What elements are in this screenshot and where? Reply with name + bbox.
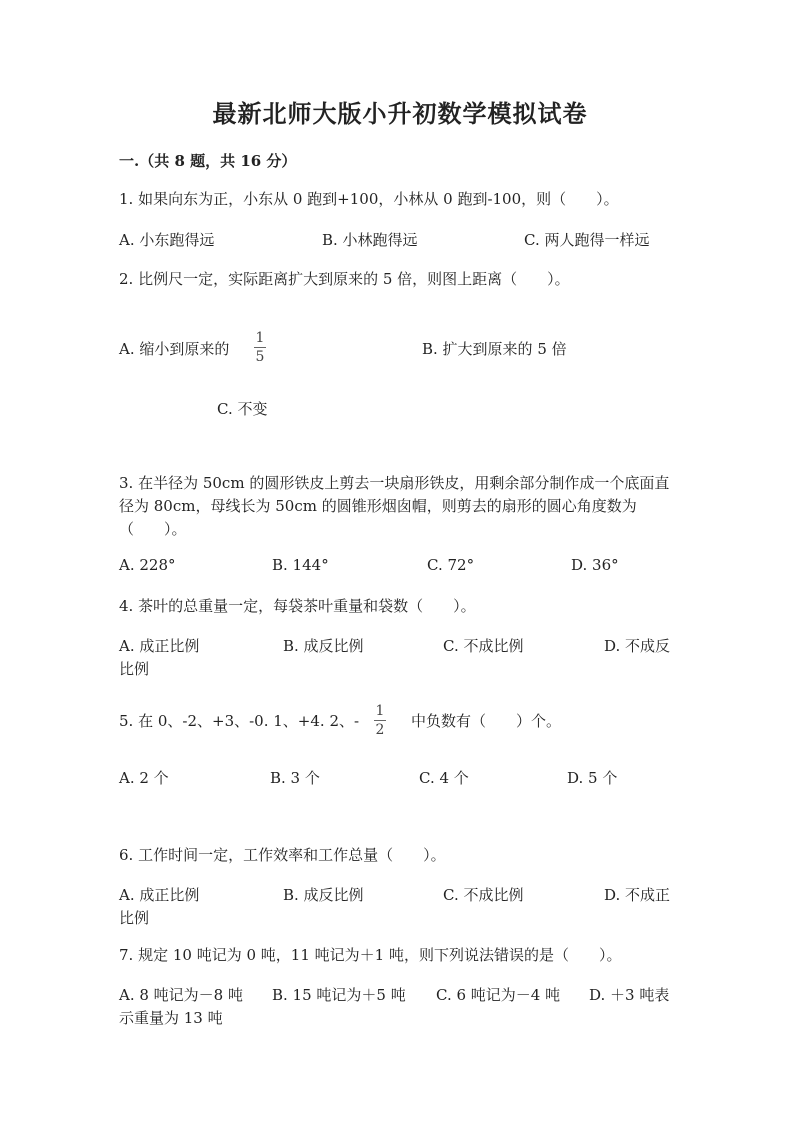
q7-option-a[interactable]: A. 8 吨记为－8 吨 — [119, 986, 243, 1004]
q1-option-c[interactable]: C. 两人跑得一样远 — [524, 231, 650, 249]
question-4: 4. 茶叶的总重量一定，每袋茶叶重量和袋数（ ）。 — [119, 597, 476, 615]
q7-option-c[interactable]: C. 6 吨记为－4 吨 — [436, 986, 561, 1004]
q3-option-b[interactable]: B. 144° — [272, 556, 329, 574]
exam-title: 最新北师大版小升初数学模拟试卷 — [212, 99, 588, 128]
q6-option-a[interactable]: A. 成正比例 — [119, 886, 200, 904]
q3-option-a[interactable]: A. 228° — [119, 556, 176, 574]
q2-option-a[interactable]: A. 缩小到原来的 — [119, 340, 230, 358]
q1-option-b[interactable]: B. 小林跑得远 — [322, 231, 418, 249]
q7-option-d[interactable]: D. ＋3 吨表示重量为 13 吨 — [119, 986, 670, 1027]
q7-option-b[interactable]: B. 15 吨记为＋5 吨 — [272, 986, 406, 1004]
question-5: 5. 在 0、-2、+3、-0. 1、+4. 2、- — [119, 712, 360, 730]
q5-option-b[interactable]: B. 3 个 — [270, 769, 320, 787]
q5-option-d[interactable]: D. 5 个 — [567, 769, 618, 787]
q2-fraction — [254, 330, 266, 365]
q6-option-c[interactable]: C. 不成比例 — [443, 886, 524, 904]
q4-option-d[interactable]: D. 不成反比例 — [119, 637, 671, 678]
section-heading: 一.（共 8 题，共 16 分） — [119, 152, 297, 170]
question-5-continued: 中负数有（ ）个。 — [411, 712, 562, 730]
q2-option-b[interactable]: B. 扩大到原来的 5 倍 — [422, 340, 567, 358]
q6-option-b[interactable]: B. 成反比例 — [283, 886, 364, 904]
q4-option-b[interactable]: B. 成反比例 — [283, 637, 364, 655]
q2-option-c[interactable]: C. 不变 — [217, 400, 268, 418]
fraction-denominator: 2 — [375, 722, 385, 738]
fraction-numerator: 1 — [375, 703, 385, 719]
q4-option-c[interactable]: C. 不成比例 — [443, 637, 524, 655]
fraction-denominator: 5 — [255, 349, 265, 365]
question-3: 3. 在半径为 50cm 的圆形铁皮上剪去一块扇形铁皮，用剩余部分制作成一个底面直径为 80cm，母线长为 50cm 的圆锥形烟囱帽，则剪去的扇形的圆心角度数为（ ）。 — [119, 474, 670, 538]
q1-option-a[interactable]: A. 小东跑得远 — [119, 231, 215, 249]
q5-option-a[interactable]: A. 2 个 — [119, 769, 169, 787]
q3-option-d[interactable]: D. 36° — [571, 556, 619, 574]
q4-option-a[interactable]: A. 成正比例 — [119, 637, 200, 655]
q6-option-d[interactable]: D. 不成正比例 — [119, 886, 671, 927]
q5-option-c[interactable]: C. 4 个 — [419, 769, 469, 787]
question-7: 7. 规定 10 吨记为 0 吨，11 吨记为＋1 吨，则下列说法错误的是（ ）。 — [119, 946, 622, 964]
fraction-bar — [374, 720, 386, 721]
fraction-bar — [254, 347, 266, 348]
question-2: 2. 比例尺一定，实际距离扩大到原来的 5 倍，则图上距离（ ）。 — [119, 270, 570, 288]
question-1: 1. 如果向东为正，小东从 0 跑到+100，小林从 0 跑到-100，则（ ）。 — [119, 190, 619, 208]
q3-option-c[interactable]: C. 72° — [427, 556, 475, 574]
question-6: 6. 工作时间一定，工作效率和工作总量（ ）。 — [119, 846, 446, 864]
q5-fraction — [374, 703, 386, 738]
fraction-numerator: 1 — [255, 330, 265, 346]
